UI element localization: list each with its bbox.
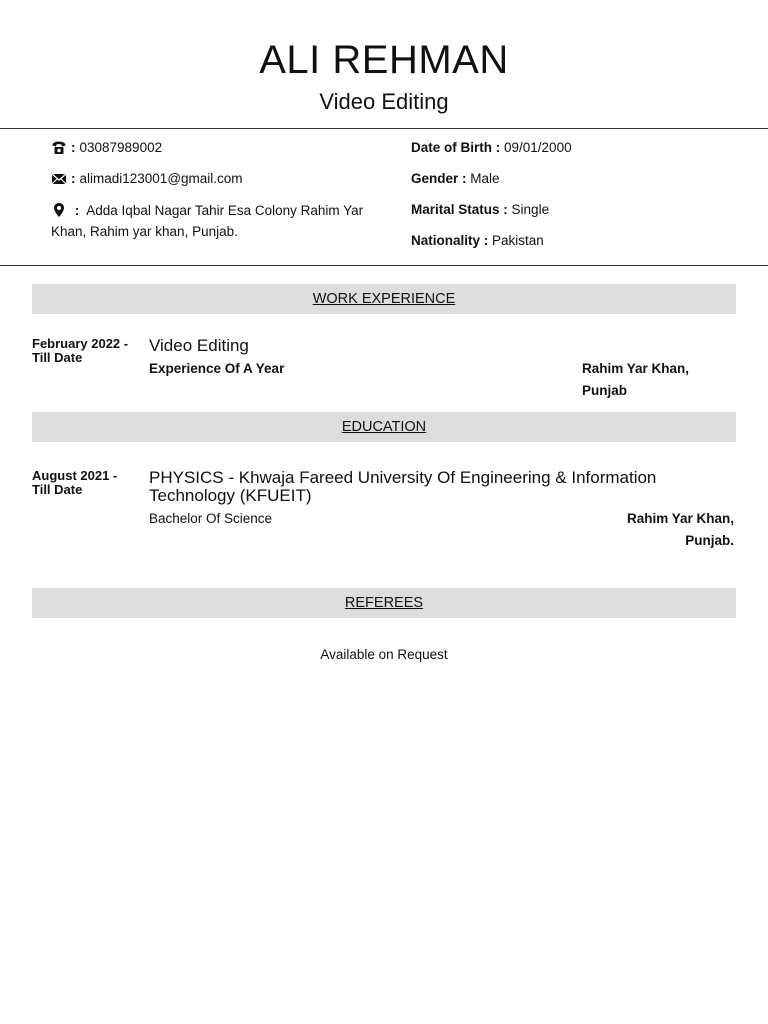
education-entry (32, 469, 736, 559)
nationality-label: Nationality : (411, 233, 489, 248)
dob-label: Date of Birth : (411, 140, 501, 155)
envelope-icon (51, 171, 67, 187)
education-location (627, 508, 734, 552)
phone-icon (51, 140, 67, 156)
education-date-start: August 2021 - (32, 468, 118, 483)
work-location-line2: Punjab (582, 383, 628, 398)
email-address[interactable]: alimadi123001@gmail.com (79, 171, 243, 186)
dob-row (411, 138, 731, 158)
work-entry (32, 337, 736, 407)
work-date-start: February 2022 - (32, 336, 129, 351)
nationality-value: Pakistan (492, 233, 544, 248)
dob-value: 09/01/2000 (504, 140, 572, 155)
work-location-line1: Rahim Yar Khan, (582, 361, 690, 376)
referees-heading: REFEREES (32, 588, 736, 618)
education-heading: EDUCATION (32, 412, 736, 442)
map-marker-icon (51, 202, 67, 218)
address-row (51, 200, 381, 242)
info-divider (0, 265, 768, 266)
referees-text: Available on Request (320, 647, 448, 662)
phone-number[interactable]: 03087989002 (79, 140, 163, 155)
work-subtitle: Experience Of A Year (149, 361, 285, 376)
work-title: Video Editing (149, 336, 249, 355)
nationality-row (411, 231, 731, 251)
candidate-role: Video Editing (319, 89, 449, 114)
marital-row (411, 200, 731, 220)
email-row (51, 169, 381, 189)
education-location-line2: Punjab. (685, 533, 734, 548)
work-date (32, 337, 142, 365)
header-divider (0, 128, 768, 129)
work-experience-heading: WORK EXPERIENCE (32, 284, 736, 314)
address-text: Adda Iqbal Nagar Tahir Esa Colony Rahim Yar Khan, Rahim yar khan, Punjab. (51, 203, 364, 239)
address-separator: : (74, 203, 80, 218)
marital-value: Single (511, 202, 550, 217)
candidate-name: ALI REHMAN (259, 38, 509, 82)
phone-row (51, 138, 381, 158)
education-date-end: Till Date (32, 482, 83, 497)
work-date-end: Till Date (32, 350, 83, 365)
gender-value: Male (470, 171, 500, 186)
marital-label: Marital Status : (411, 202, 508, 217)
education-location-line1: Rahim Yar Khan, (626, 511, 734, 526)
gender-label: Gender : (411, 171, 467, 186)
resume-header (0, 0, 768, 128)
contact-info (51, 138, 381, 253)
gender-row (411, 169, 731, 189)
education-date (32, 469, 142, 497)
email-separator: : (71, 171, 76, 186)
personal-info (411, 138, 731, 262)
work-location (582, 358, 689, 402)
phone-separator: : (71, 140, 76, 155)
education-title: PHYSICS - Khwaja Fareed University Of Engineering & Information Technology (KFUEIT) (149, 468, 657, 505)
education-subtitle: Bachelor Of Science (149, 511, 273, 526)
